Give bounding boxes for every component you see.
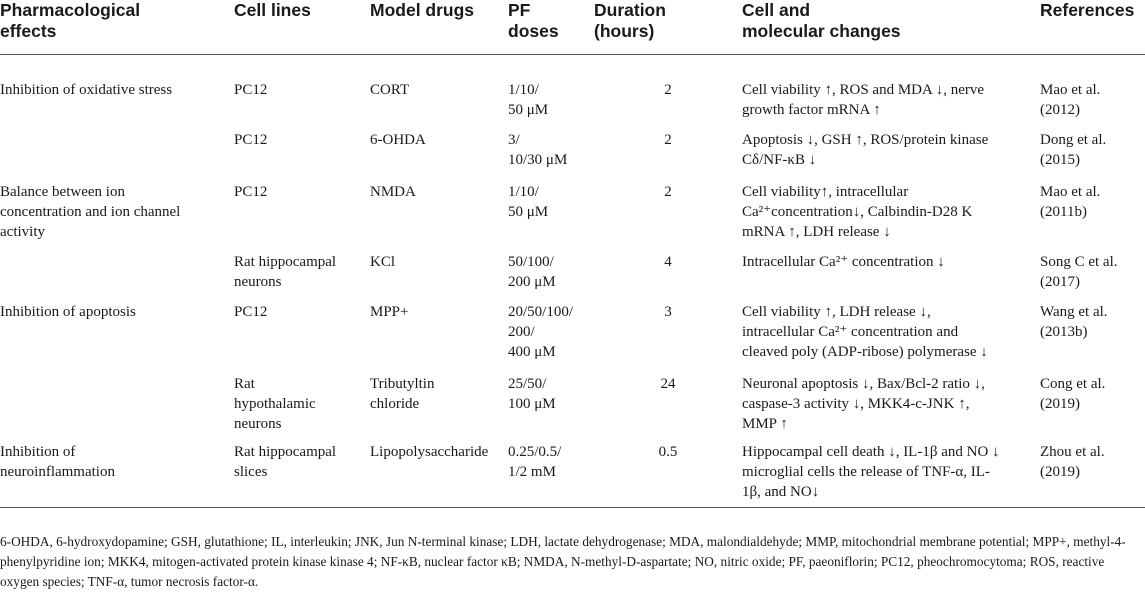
row-effect xyxy=(0,130,234,182)
row-molecular-change: Apoptosis ↓, GSH ↑, ROS/protein kinase Cδ/NF-κB ↓ xyxy=(742,132,989,168)
table-row xyxy=(0,252,1145,302)
row-cell-line: PC12 xyxy=(234,184,268,200)
header-model-drugs: Model drugs xyxy=(370,0,475,20)
row-pf-dose: 20/50/100/ 200/ 400 μM xyxy=(508,304,574,360)
row-reference: Cong et al. (2019) xyxy=(1040,376,1106,412)
header-pf-doses: PF doses xyxy=(508,0,559,41)
table-body xyxy=(0,55,1145,508)
table-row xyxy=(0,302,1145,374)
row-duration: 3 xyxy=(664,304,672,320)
row-cell-line: Rat hippocampal slices xyxy=(234,444,337,480)
row-duration: 0.5 xyxy=(658,444,678,460)
row-duration: 2 xyxy=(664,184,672,200)
table-footnote: 6-OHDA, 6-hydroxydopamine; GSH, glutathione; IL, interleukin; JNK, Jun N-terminal kinase; LDH, lactate dehydrogenase; MDA, malondialdehyde; MMP, mitochondrial membrane potential; MPP+, methyl-4-phenylpyridine ion; MKK4, mitogen-activated protein kinase kinase 4; NF-κB, nuclear factor κB; NMDA, N-methyl-D-aspartate; NO, nitric oxide; PF, paeoniflorin; PC12, pheochromocytoma; ROS, reactive oxygen species; TNF-α, tumor necrosis factor-α. xyxy=(0,534,1126,589)
row-duration: 24 xyxy=(660,376,676,392)
row-cell-line: PC12 xyxy=(234,304,268,320)
row-pf-dose: 3/ 10/30 μM xyxy=(508,132,568,168)
row-reference: Wang et al. (2013b) xyxy=(1040,304,1108,340)
row-pf-dose: 50/100/ 200 μM xyxy=(508,254,556,290)
table-row xyxy=(0,182,1145,252)
row-model-drug: CORT xyxy=(370,82,410,98)
row-molecular-change: Cell viability↑, intracellular Ca²⁺concentration↓, Calbindin-D28 K mRNA ↑, LDH release ↓ xyxy=(742,184,973,240)
row-reference: Mao et al. (2012) xyxy=(1040,82,1101,118)
table-row xyxy=(0,130,1145,182)
row-model-drug: Lipopolysaccharide xyxy=(370,444,489,460)
table-row xyxy=(0,374,1145,442)
row-reference: Mao et al. (2011b) xyxy=(1040,184,1101,220)
row-effect: Inhibition of oxidative stress xyxy=(0,82,173,98)
row-molecular-change: Cell viability ↑, LDH release ↓, intracellular Ca²⁺ concentration and cleaved poly (ADP-ribose) polymerase ↓ xyxy=(742,304,988,360)
row-effect xyxy=(0,252,234,302)
row-pf-dose: 1/10/ 50 μM xyxy=(508,82,549,118)
row-reference: Dong et al. (2015) xyxy=(1040,132,1107,168)
row-effect: Balance between ion concentration and ion channel activity xyxy=(0,184,181,240)
row-effect: Inhibition of neuroinflammation xyxy=(0,444,115,480)
row-reference: Zhou et al. (2019) xyxy=(1040,444,1105,480)
row-model-drug: Tributyltin chloride xyxy=(370,376,435,412)
row-model-drug: MPP+ xyxy=(370,304,409,320)
row-model-drug: 6-OHDA xyxy=(370,132,426,148)
row-duration: 4 xyxy=(664,254,672,270)
header-cell-lines: Cell lines xyxy=(234,0,311,20)
row-duration: 2 xyxy=(664,132,672,148)
row-pf-dose: 0.25/0.5/ 1/2 mM xyxy=(508,444,562,480)
row-molecular-change: Intracellular Ca²⁺ concentration ↓ xyxy=(742,254,945,270)
row-molecular-change: Cell viability ↑, ROS and MDA ↓, nerve growth factor mRNA ↑ xyxy=(742,82,985,118)
table-row xyxy=(0,442,1145,508)
row-effect xyxy=(0,374,234,442)
row-cell-line: PC12 xyxy=(234,132,268,148)
row-molecular-change: Hippocampal cell death ↓, IL-1β and NO ↓ microglial cells the release of TNF-α, IL- 1β, and NO↓ xyxy=(742,444,1000,500)
row-cell-line: PC12 xyxy=(234,82,268,98)
row-pf-dose: 1/10/ 50 μM xyxy=(508,184,549,220)
row-cell-line: Rat hippocampal neurons xyxy=(234,254,337,290)
header-effects: Pharmacological effects xyxy=(0,0,141,41)
header-duration: Duration (hours) xyxy=(594,0,666,41)
row-molecular-change: Neuronal apoptosis ↓, Bax/Bcl-2 ratio ↓, caspase-3 activity ↓, MKK4-c-JNK ↑, MMP ↑ xyxy=(742,376,985,432)
row-cell-line: Rat hypothalamic neurons xyxy=(234,376,316,432)
row-pf-dose: 25/50/ 100 μM xyxy=(508,376,556,412)
spacer-row xyxy=(0,55,1145,81)
row-model-drug: KCl xyxy=(370,254,396,270)
table-row xyxy=(0,80,1145,130)
table-header-row xyxy=(0,0,1145,55)
header-references: References xyxy=(1040,0,1135,20)
row-duration: 2 xyxy=(664,82,672,98)
row-reference: Song C et al. (2017) xyxy=(1040,254,1118,290)
row-effect: Inhibition of apoptosis xyxy=(0,304,136,320)
header-changes: Cell and molecular changes xyxy=(742,0,901,41)
row-model-drug: NMDA xyxy=(370,184,416,200)
